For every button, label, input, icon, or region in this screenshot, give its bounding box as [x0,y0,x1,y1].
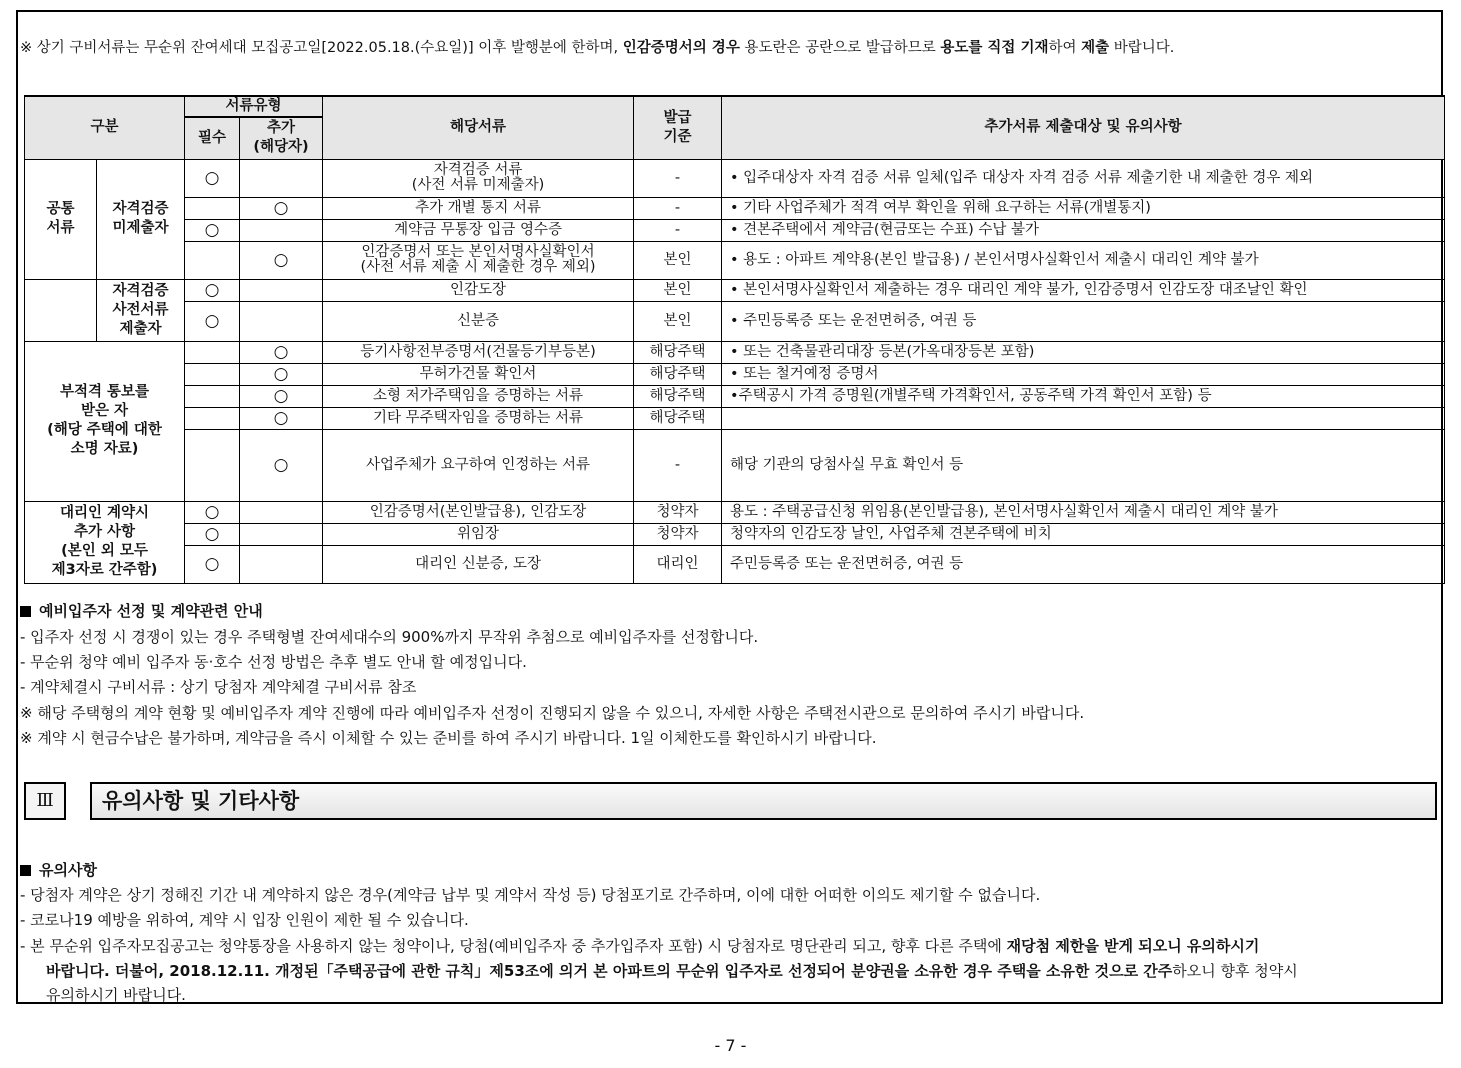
additional-mark [240,501,323,523]
note-cell [722,407,1445,429]
document-cell: 기타 무주택자임을 증명하는 서류 [323,407,634,429]
required-mark: ○ [185,279,240,301]
document-cell: 무허가건물 확인서 [323,363,634,385]
note-cell: 주민등록증 또는 운전면허증, 여권 등 [722,545,1445,583]
square-bullet-icon [20,606,31,617]
reserve-line: - 입주자 선정 시 경쟁이 있는 경우 주택형별 잔여세대수의 900%까지 무작위 추첨으로 예비입주자를 선정합니다. [20,628,759,646]
basis-cell: 본인 [634,241,722,279]
basis-cell: 대리인 [634,545,722,583]
note-cell: • 입주대상자 자격 검증 서류 일체(입주 대상자 자격 검증 서류 제출기한 내 제출한 경우 제외 [722,159,1445,197]
top-note [20,36,1174,57]
caution-bold: 재당첨 제한을 받게 되오니 유의하시기 [1006,937,1260,955]
document-cell: 위임장 [323,523,634,545]
additional-mark [240,301,323,341]
square-bullet-icon [20,865,31,876]
basis-cell: - [634,429,722,501]
basis-cell: - [634,219,722,241]
basis-cell: 해당주택 [634,341,722,363]
document-cell: 계약금 무통장 입금 영수증 [323,219,634,241]
basis-cell: 청약자 [634,523,722,545]
additional-mark [240,545,323,583]
required-mark [185,429,240,501]
required-mark [185,385,240,407]
document-cell: 등기사항전부증명서(건물등기부등본) [323,341,634,363]
document-cell: 인감증명서(본인발급용), 인감도장 [323,501,634,523]
required-mark: ○ [185,501,240,523]
note-cell: • 용도 : 아파트 계약용(본인 발급용) / 본인서명사실확인서 제출시 대리인 계약 불가 [722,241,1445,279]
reserve-heading-text: 예비입주자 선정 및 계약관련 안내 [39,602,263,620]
cautions-heading-text: 유의사항 [39,861,97,879]
header-document: 해당서류 [323,96,634,159]
additional-mark [240,279,323,301]
section-title: 유의사항 및 기타사항 [90,782,1437,820]
basis-cell: - [634,197,722,219]
section-numeral: Ⅲ [24,782,66,820]
required-mark: ○ [185,159,240,197]
additional-mark: ○ [240,197,323,219]
note-cell: 해당 기관의 당첨사실 무효 확인서 등 [722,429,1445,501]
document-cell: 대리인 신분증, 도장 [323,545,634,583]
documents-table [24,95,1445,584]
caution-line [46,960,1298,981]
note-cell: •주택공시 가격 증명원(개별주택 가격확인서, 공동주택 가격 확인서 포함) 등 [722,385,1445,407]
header-additional: 추가 (해당자) [240,117,323,159]
note-cell: • 주민등록증 또는 운전면허증, 여권 등 [722,301,1445,341]
caution-text: - 본 무순위 입주자모집공고는 청약통장을 사용하지 않는 청약이나, 당첨(예비입주자 중 추가입주자 포함) 시 당첨자로 명단관리 되고, 향후 다른 주택에 [20,937,1007,955]
caution-line: - 당첨자 계약은 상기 정해진 기간 내 계약하지 않은 경우(계약금 납부 및 계약서 작성 등) 당첨포기로 간주하며, 이에 대한 어떠한 이의도 제기할 수 없습니다. [20,886,1041,904]
additional-mark [240,159,323,197]
page-number: - 7 - [714,1036,747,1055]
note-cell: • 기타 사업주체가 적격 여부 확인을 위해 요구하는 서류(개별통지) [722,197,1445,219]
group-unsubmitted: 자격검증 미제출자 [97,159,185,279]
basis-cell: 청약자 [634,501,722,523]
required-mark: ○ [185,523,240,545]
required-mark [185,407,240,429]
group-common-cont [25,279,97,341]
caution-line: 유의하시기 바랍니다. [46,986,186,1004]
basis-cell: 해당주택 [634,407,722,429]
header-required: 필수 [185,117,240,159]
note-bold: 인감증명서의 경우 [622,40,740,56]
document-cell: 자격검증 서류 (사전 서류 미제출자) [323,159,634,197]
note-bold: 용도를 직접 기재 [940,40,1049,56]
additional-mark: ○ [240,363,323,385]
basis-cell: 본인 [634,301,722,341]
note-cell: • 또는 철거예정 증명서 [722,363,1445,385]
group-ineligible: 부적격 통보를 받은 자 (해당 주택에 대한 소명 자료) [25,341,185,501]
required-mark: ○ [185,301,240,341]
reserve-line: ※ 계약 시 현금수납은 불가하며, 계약금을 즉시 이체할 수 있는 준비를 하여 주시기 바랍니다. 1일 이체한도를 확인하시기 바랍니다. [20,729,877,747]
additional-mark: ○ [240,385,323,407]
additional-mark [240,523,323,545]
note-text: 하여 [1048,40,1082,56]
document-cell: 인감증명서 또는 본인서명사실확인서 (사전 서류 제출 시 제출한 경우 제외) [323,241,634,279]
basis-cell: 본인 [634,279,722,301]
basis-cell: - [634,159,722,197]
note-cell: 용도 : 주택공급신청 위임용(본인발급용), 본인서명사실확인서 제출시 대리인 계약 불가 [722,501,1445,523]
additional-mark: ○ [240,241,323,279]
note-text: 바랍니다. [1109,40,1175,56]
note-text: ※ 상기 구비서류는 무순위 잔여세대 모집공고일[2022.05.18.(수요일)] 이후 발행분에 한하며, [20,40,623,56]
additional-mark: ○ [240,429,323,501]
header-issue-basis: 발급 기준 [634,96,722,159]
document-cell: 사업주체가 요구하여 인정하는 서류 [323,429,634,501]
note-cell: • 또는 건축물관리대장 등본(가옥대장등본 포함) [722,341,1445,363]
header-notes: 추가서류 제출대상 및 유의사항 [722,96,1445,159]
reserve-line: - 계약체결시 구비서류 : 상기 당첨자 계약체결 구비서류 참조 [20,678,417,696]
required-mark: ○ [185,545,240,583]
required-mark [185,341,240,363]
group-common: 공통 서류 [25,159,97,279]
reserve-line: ※ 해당 주택형의 계약 현황 및 예비입주자 계약 진행에 따라 예비입주자 선정이 진행되지 않을 수 있으니, 자세한 사항은 주택전시관으로 문의하여 주시기 바랍니다. [20,704,1085,722]
document-cell: 추가 개별 통지 서류 [323,197,634,219]
required-mark [185,197,240,219]
document-cell: 신분증 [323,301,634,341]
cautions-heading [20,859,97,880]
note-bold: 제출 [1081,40,1110,56]
additional-mark [240,219,323,241]
document-cell: 인감도장 [323,279,634,301]
caution-line [20,935,1259,956]
caution-line: - 코로나19 예방을 위하여, 계약 시 입장 인원이 제한 될 수 있습니다. [20,911,469,929]
caution-bold: 바랍니다. 더불어, 2018.12.11. 개정된「주택공급에 관한 규칙」제53조에 의거 본 아파트의 무순위 입주자로 선정되어 분양권을 소유한 경우 주택을 소유한 것으로 간주 [46,962,1173,980]
group-proxy: 대리인 계약시 추가 사항 (본인 외 모두 제3자로 간주함) [25,501,185,583]
caution-text: 하오니 향후 청약시 [1172,962,1298,980]
required-mark [185,363,240,385]
note-cell: • 견본주택에서 계약금(현금또는 수표) 수납 불가 [722,219,1445,241]
note-cell: 청약자의 인감도장 날인, 사업주체 견본주택에 비치 [722,523,1445,545]
group-presubmitted: 자격검증 사전서류 제출자 [97,279,185,341]
document-cell: 소형 저가주택임을 증명하는 서류 [323,385,634,407]
reserve-heading [20,600,263,621]
reserve-line: - 무순위 청약 예비 입주자 동·호수 선정 방법은 추후 별도 안내 할 예정입니다. [20,653,527,671]
required-mark: ○ [185,219,240,241]
additional-mark: ○ [240,407,323,429]
note-cell: • 본인서명사실확인서 제출하는 경우 대리인 계약 불가, 인감증명서 인감도장 대조날인 확인 [722,279,1445,301]
note-text: 용도란은 공란으로 발급하므로 [739,40,941,56]
basis-cell: 해당주택 [634,363,722,385]
required-mark [185,241,240,279]
basis-cell: 해당주택 [634,385,722,407]
additional-mark: ○ [240,341,323,363]
header-doc-type: 서류유형 [185,96,323,117]
header-category: 구분 [25,96,185,159]
